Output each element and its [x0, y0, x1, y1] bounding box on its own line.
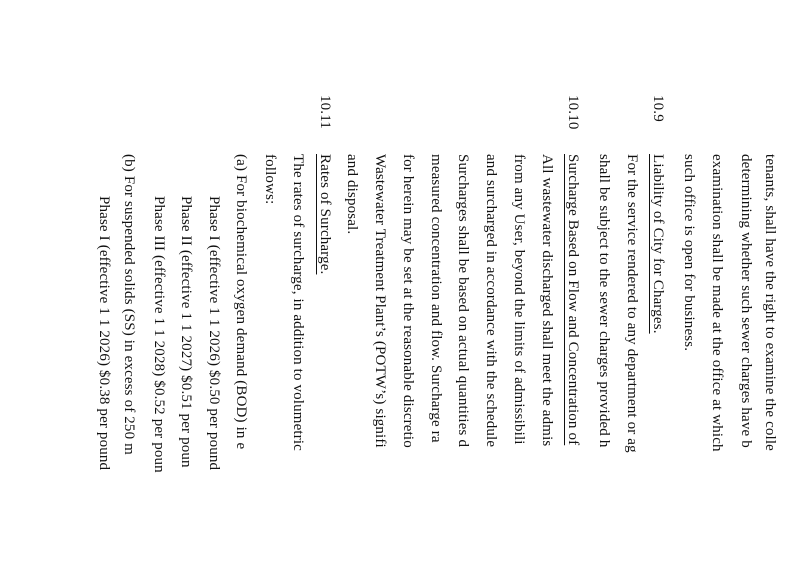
paragraph-line: from any User, beyond the limits of admissibili	[511, 154, 527, 445]
list-item: (a) For biochemical oxygen demand (BOD) in e	[233, 154, 249, 450]
section-heading: Surcharge Based on Flow and Concentration of	[565, 154, 581, 446]
paragraph-line: shall be subject to the sewer charges provided h	[596, 154, 612, 448]
rate-line: Phase I (effective 1 1 2026) $0.50 per pound	[206, 196, 222, 471]
rate-line: Phase I (effective 1 1 2026) $0.38 per pound	[96, 196, 112, 471]
paragraph-line: For the service rendered to any department or ag	[624, 154, 640, 453]
section-number: 10.9	[650, 95, 666, 122]
paragraph-line: for herein may be set at the reasonable discretio	[400, 154, 416, 448]
paragraph-line: determining whether such sewer charges have b	[738, 154, 754, 448]
section-heading: Rates of Surcharge.	[317, 154, 333, 275]
paragraph-line: tenants, shall have the right to examine the colle	[762, 154, 778, 451]
paragraph-line: such office is open for business.	[681, 154, 697, 352]
rate-line: Phase II (effective 1 1 2027) $0.51 per poun	[178, 196, 194, 468]
paragraph-line: and surcharged in accordance with the schedule	[483, 154, 499, 448]
paragraph-line: and disposal.	[344, 154, 360, 235]
section-number: 10.10	[565, 95, 581, 130]
paragraph-line: examination shall be made at the office at which	[709, 154, 725, 452]
paragraph-line: All wastewater discharged shall meet the admis	[539, 154, 555, 447]
paragraph-line: Wastewater Treatment Plant’s (POTW’s) signifi	[372, 154, 388, 448]
list-item: (b) For suspended solids (SS) in excess of 250 m	[121, 154, 137, 455]
paragraph-line: The rates of surcharge, in addition to volumetric	[290, 154, 306, 451]
section-heading: Liability of City for Charges.	[650, 154, 666, 334]
paragraph-line: measured concentration and flow. Surcharge ra	[428, 154, 444, 443]
rate-line: Phase III (effective 1 1 2028) $0.52 per poun	[151, 196, 167, 473]
section-number: 10.11	[317, 95, 333, 129]
paragraph-line: Surcharges shall be based on actual quantities d	[455, 154, 471, 448]
paragraph-line: follows:	[262, 154, 278, 205]
